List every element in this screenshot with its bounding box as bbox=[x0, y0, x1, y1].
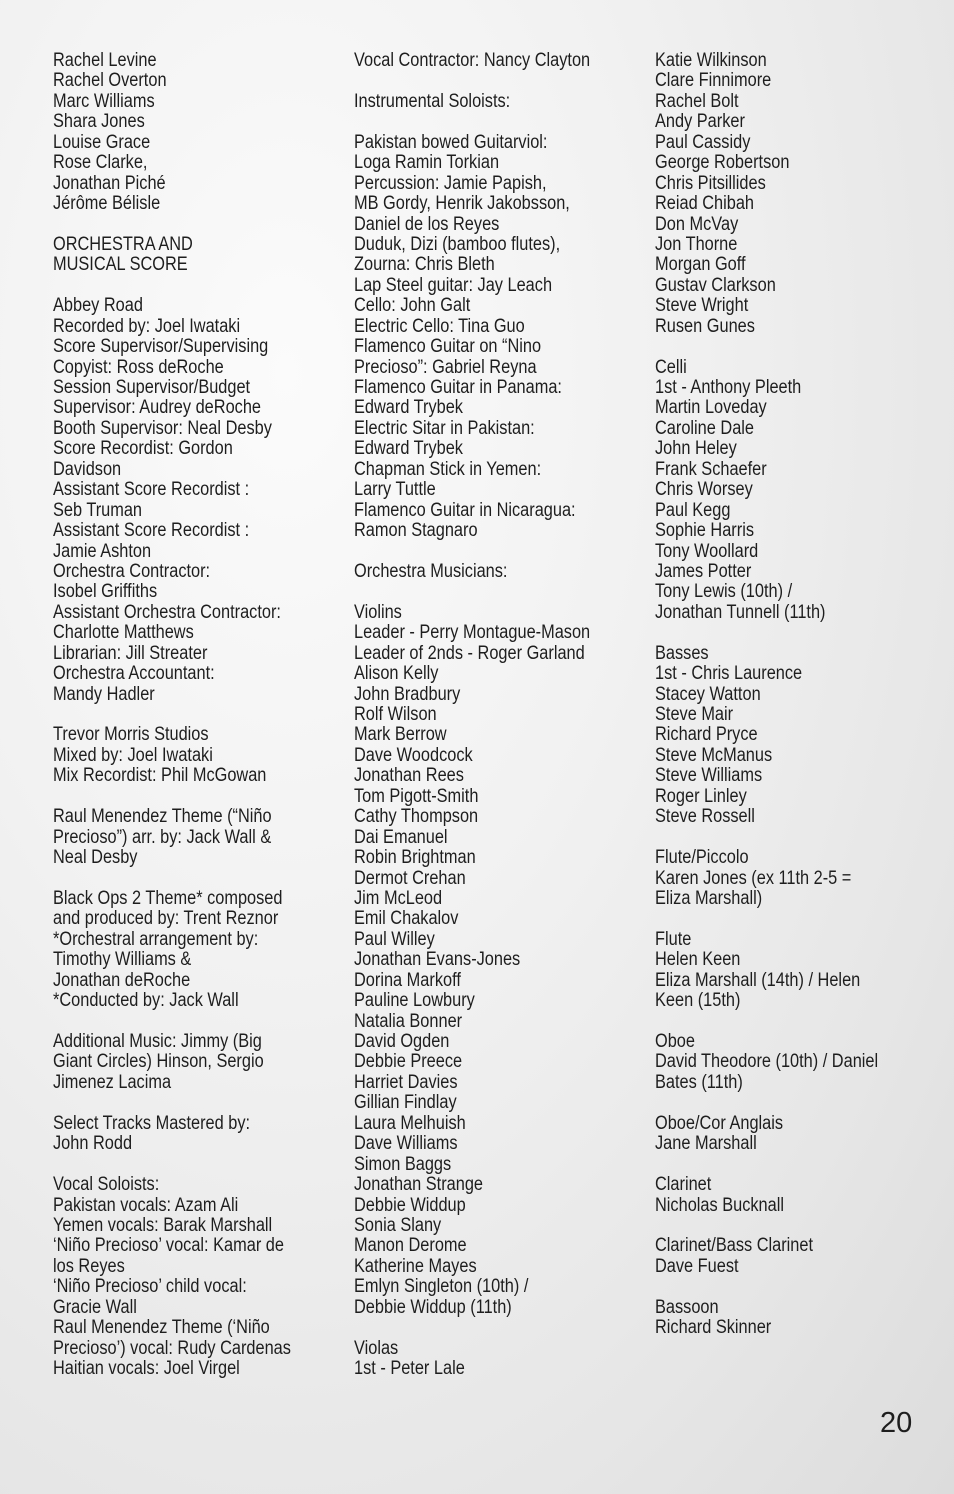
credit-line: Jonathan Piché bbox=[53, 172, 166, 194]
credit-line: Tom Pigott-Smith bbox=[354, 785, 479, 807]
credit-line: Score Supervisor/Supervising bbox=[53, 336, 269, 358]
credit-line: Session Supervisor/Budget bbox=[53, 377, 251, 398]
credit-line: Sophie Harris bbox=[655, 520, 754, 542]
credit-line: Additional Music: Jimmy (Big bbox=[53, 1031, 262, 1052]
credit-line: Jérôme Bélisle bbox=[53, 193, 161, 215]
credit-line: Vocal Contractor: Nancy Clayton bbox=[354, 50, 591, 71]
credit-line: John Rodd bbox=[53, 1133, 133, 1155]
credit-line: Paul Cassidy bbox=[655, 131, 751, 153]
credit-line: Ramon Stagnaro bbox=[354, 520, 478, 542]
credit-line: Electric Sitar in Pakistan: bbox=[354, 417, 535, 439]
credit-line: Chapman Stick in Yemen: bbox=[354, 458, 542, 480]
credit-line: Katie Wilkinson bbox=[655, 50, 767, 71]
credit-line: ‘Niño Precioso’ vocal: Kamar de bbox=[53, 1235, 284, 1257]
credit-line: Roger Linley bbox=[655, 785, 747, 807]
credit-line: and produced by: Trent Reznor bbox=[53, 908, 279, 930]
credit-line: Richard Skinner bbox=[655, 1317, 772, 1339]
spacer bbox=[354, 542, 603, 562]
spacer bbox=[655, 1216, 904, 1236]
credit-line: Rolf Wilson bbox=[354, 704, 437, 725]
credit-line: Leader - Perry Montague-Mason bbox=[354, 622, 591, 644]
credit-line: Larry Tuttle bbox=[354, 479, 436, 501]
credit-line: Flute/Piccolo bbox=[655, 847, 749, 869]
spacer bbox=[53, 215, 302, 235]
credit-line: Dave Williams bbox=[354, 1133, 458, 1155]
credit-line: John Bradbury bbox=[354, 683, 461, 705]
credit-line: Timothy Williams & bbox=[53, 949, 192, 971]
credit-line: Chris Worsey bbox=[655, 479, 753, 501]
credit-line: Vocal Soloists: bbox=[53, 1174, 160, 1196]
credit-line: Andy Parker bbox=[655, 111, 745, 133]
credit-line: MB Gordy, Henrik Jakobsson, bbox=[354, 193, 570, 215]
credit-line: Percussion: Jamie Papish, bbox=[354, 172, 547, 194]
credit-line: Giant Circles) Hinson, Sergio bbox=[53, 1051, 264, 1073]
credit-line: Precioso’) vocal: Rudy Cardenas bbox=[53, 1337, 291, 1359]
credit-line: Marc Williams bbox=[53, 90, 155, 112]
credit-line: Violins bbox=[354, 601, 402, 623]
spacer bbox=[655, 828, 904, 848]
credit-line: *Conducted by: Jack Wall bbox=[53, 990, 239, 1012]
credit-line: Simon Baggs bbox=[354, 1153, 452, 1175]
credit-line: Emil Chakalov bbox=[354, 908, 459, 930]
credit-line: Supervisor: Audrey deRoche bbox=[53, 397, 262, 419]
credit-line: Flute bbox=[655, 928, 692, 950]
credits-column-1 bbox=[53, 51, 302, 1379]
credit-line: James Potter bbox=[655, 560, 752, 582]
credit-line: Natalia Bonner bbox=[354, 1010, 463, 1032]
credit-line: Copyist: Ross deRoche bbox=[53, 356, 224, 378]
credit-line: Raul Menendez Theme (“Niño bbox=[53, 806, 272, 828]
credit-line: Keen (15th) bbox=[655, 990, 741, 1012]
credit-line: Alison Kelly bbox=[354, 663, 439, 685]
credit-line: Zourna: Chris Bleth bbox=[354, 254, 495, 276]
spacer bbox=[655, 337, 904, 357]
credit-line: Oboe bbox=[655, 1031, 695, 1052]
credit-line: Charlotte Matthews bbox=[53, 622, 194, 644]
credit-line: Cathy Thompson bbox=[354, 806, 479, 828]
credit-line: Rachel Overton bbox=[53, 70, 167, 92]
credit-line: Jon Thorne bbox=[655, 233, 738, 255]
spacer bbox=[655, 1277, 904, 1297]
credit-line: David Theodore (10th) / Daniel bbox=[655, 1051, 879, 1073]
credit-line: ORCHESTRA AND bbox=[53, 233, 193, 255]
credit-line: Black Ops 2 Theme* composed bbox=[53, 887, 283, 909]
credit-line: Jonathan Rees bbox=[354, 765, 464, 787]
credit-line: Flamenco Guitar in Panama: bbox=[354, 377, 562, 398]
credit-line: Stacey Watton bbox=[655, 683, 761, 705]
credit-line: Pakistan vocals: Azam Ali bbox=[53, 1194, 239, 1216]
credit-line: Eliza Marshall (14th) / Helen bbox=[655, 969, 861, 991]
spacer bbox=[354, 71, 603, 91]
credit-line: Precioso”) arr. by: Jack Wall & bbox=[53, 826, 272, 848]
credit-line: Celli bbox=[655, 356, 687, 378]
credit-line: MUSICAL SCORE bbox=[53, 254, 188, 276]
credit-line: Debbie Widdup bbox=[354, 1194, 466, 1216]
credit-line: Clarinet bbox=[655, 1174, 712, 1196]
spacer bbox=[53, 1012, 302, 1032]
credit-line: Electric Cello: Tina Guo bbox=[354, 315, 525, 337]
credit-line: Gustav Clarkson bbox=[655, 274, 776, 296]
credit-line: Bassoon bbox=[655, 1296, 719, 1318]
credit-line: Martin Loveday bbox=[655, 397, 767, 419]
credit-line: Haitian vocals: Joel Virgel bbox=[53, 1358, 240, 1379]
credit-line: Cello: John Galt bbox=[354, 295, 471, 317]
credit-line: Select Tracks Mastered by: bbox=[53, 1112, 251, 1134]
spacer bbox=[655, 1012, 904, 1032]
credit-line: Bates (11th) bbox=[655, 1071, 743, 1093]
credit-line: Frank Schaefer bbox=[655, 458, 767, 480]
credit-line: Rusen Gunes bbox=[655, 315, 755, 337]
credit-line: Duduk, Dizi (bamboo flutes), bbox=[354, 233, 561, 255]
credit-line: Rachel Bolt bbox=[655, 90, 739, 112]
credits-column-2 bbox=[354, 51, 603, 1379]
credit-line: Precioso”: Gabriel Reyna bbox=[354, 356, 537, 378]
credit-line: Jonathan Tunnell (11th) bbox=[655, 601, 826, 623]
credit-line: *Orchestral arrangement by: bbox=[53, 928, 259, 950]
credit-line: Abbey Road bbox=[53, 295, 143, 317]
credit-line: Steve Mair bbox=[655, 704, 734, 725]
credit-line: John Heley bbox=[655, 438, 737, 460]
credit-line: Jamie Ashton bbox=[53, 540, 152, 562]
credit-line: Morgan Goff bbox=[655, 254, 746, 276]
credit-line: Eliza Marshall) bbox=[655, 887, 763, 909]
credit-line: Edward Trybek bbox=[354, 397, 463, 419]
credit-line: Paul Willey bbox=[354, 928, 435, 950]
credit-line: Jimenez Lacima bbox=[53, 1071, 172, 1093]
credit-line: Reiad Chibah bbox=[655, 193, 755, 215]
credit-line: Jane Marshall bbox=[655, 1133, 757, 1155]
credit-line: los Reyes bbox=[53, 1255, 125, 1277]
credit-line: Assistant Orchestra Contractor: bbox=[53, 601, 281, 623]
spacer bbox=[655, 1093, 904, 1113]
credit-line: Orchestra Accountant: bbox=[53, 663, 215, 685]
credit-line: Jonathan Strange bbox=[354, 1174, 484, 1196]
credit-line: Nicholas Bucknall bbox=[655, 1194, 784, 1216]
credit-line: Katherine Mayes bbox=[354, 1255, 477, 1277]
credit-line: 1st - Anthony Pleeth bbox=[655, 377, 802, 398]
credit-line: George Robertson bbox=[655, 152, 790, 174]
credit-line: Steve Wright bbox=[655, 295, 749, 317]
credit-line: Chris Pitsillides bbox=[655, 172, 766, 194]
credit-line: Mix Recordist: Phil McGowan bbox=[53, 765, 267, 787]
credit-line: Neal Desby bbox=[53, 847, 138, 869]
page-number: 20 bbox=[880, 1407, 913, 1439]
credit-line: Isobel Griffiths bbox=[53, 581, 158, 603]
credit-line: Score Recordist: Gordon bbox=[53, 438, 233, 460]
credit-line: Leader of 2nds - Roger Garland bbox=[354, 642, 585, 664]
credit-line: Davidson bbox=[53, 458, 122, 480]
credit-line: Recorded by: Joel Iwataki bbox=[53, 315, 241, 337]
credit-line: Raul Menendez Theme (‘Niño bbox=[53, 1317, 270, 1339]
credit-line: Richard Pryce bbox=[655, 724, 758, 746]
credit-line: Harriet Davies bbox=[354, 1071, 458, 1093]
spacer bbox=[354, 582, 603, 602]
credit-line: Pakistan bowed Guitarviol: bbox=[354, 131, 548, 153]
credit-line: Instrumental Soloists: bbox=[354, 90, 511, 112]
spacer bbox=[53, 276, 302, 296]
credit-line: Violas bbox=[354, 1337, 399, 1359]
credit-line: Dermot Crehan bbox=[354, 867, 466, 889]
credit-line: Trevor Morris Studios bbox=[53, 724, 209, 746]
credit-line: Clare Finnimore bbox=[655, 70, 772, 92]
credit-line: Booth Supervisor: Neal Desby bbox=[53, 417, 272, 439]
credit-line: Dave Fuest bbox=[655, 1255, 739, 1277]
credit-line: Steve Williams bbox=[655, 765, 763, 787]
credit-line: Dave Woodcock bbox=[354, 744, 473, 766]
credit-line: Edward Trybek bbox=[354, 438, 463, 460]
credit-line: Orchestra Musicians: bbox=[354, 560, 508, 582]
spacer bbox=[354, 1318, 603, 1338]
credit-line: ‘Niño Precioso’ child vocal: bbox=[53, 1276, 247, 1298]
spacer bbox=[53, 787, 302, 807]
credit-line: Steve McManus bbox=[655, 744, 773, 766]
credit-line: Yemen vocals: Barak Marshall bbox=[53, 1214, 273, 1236]
credit-line: Paul Kegg bbox=[655, 499, 731, 521]
credit-line: Flamenco Guitar on “Nino bbox=[354, 336, 542, 358]
credit-line: Daniel de los Reyes bbox=[354, 213, 500, 235]
credit-line: Oboe/Cor Anglais bbox=[655, 1112, 784, 1134]
credit-line: 1st - Peter Lale bbox=[354, 1358, 465, 1379]
credit-line: Shara Jones bbox=[53, 111, 145, 133]
credit-line: Caroline Dale bbox=[655, 417, 755, 439]
spacer bbox=[655, 623, 904, 643]
spacer bbox=[53, 1093, 302, 1113]
credit-line: Manon Derome bbox=[354, 1235, 467, 1257]
spacer bbox=[53, 1155, 302, 1175]
credit-line: 1st - Chris Laurence bbox=[655, 663, 803, 685]
credit-line: Pauline Lowbury bbox=[354, 990, 475, 1012]
credit-line: Assistant Score Recordist : bbox=[53, 520, 250, 542]
spacer bbox=[53, 705, 302, 725]
credit-line: Robin Brightman bbox=[354, 847, 476, 869]
credit-line: David Ogden bbox=[354, 1031, 450, 1052]
credit-line: Rachel Levine bbox=[53, 50, 157, 71]
credit-line: Steve Rossell bbox=[655, 806, 755, 828]
credit-line: Debbie Widdup (11th) bbox=[354, 1296, 512, 1318]
credit-line: Dai Emanuel bbox=[354, 826, 448, 848]
credit-line: Emlyn Singleton (10th) / bbox=[354, 1276, 529, 1298]
credit-line: Gracie Wall bbox=[53, 1296, 137, 1318]
credit-line: Debbie Preece bbox=[354, 1051, 463, 1073]
credit-line: Louise Grace bbox=[53, 131, 151, 153]
credit-line: Karen Jones (ex 11th 2-5 = bbox=[655, 867, 852, 889]
spacer bbox=[354, 112, 603, 132]
credit-line: Loga Ramin Torkian bbox=[354, 152, 500, 174]
credit-line: Seb Truman bbox=[53, 499, 143, 521]
credit-line: Assistant Score Recordist : bbox=[53, 479, 250, 501]
credit-line: Helen Keen bbox=[655, 949, 741, 971]
spacer bbox=[655, 1155, 904, 1175]
credit-line: Gillian Findlay bbox=[354, 1092, 457, 1114]
credit-line: Jonathan deRoche bbox=[53, 969, 191, 991]
credit-line: Sonia Slany bbox=[354, 1214, 442, 1236]
credit-line: Lap Steel guitar: Jay Leach bbox=[354, 274, 553, 296]
credit-line: Mark Berrow bbox=[354, 724, 447, 746]
credits-column-3 bbox=[655, 51, 904, 1339]
credit-line: Jonathan Evans-Jones bbox=[354, 949, 521, 971]
credit-line: Librarian: Jill Streater bbox=[53, 642, 208, 664]
credit-line: Clarinet/Bass Clarinet bbox=[655, 1235, 814, 1257]
spacer bbox=[655, 909, 904, 929]
credit-line: Rose Clarke, bbox=[53, 152, 148, 174]
credit-line: Mixed by: Joel Iwataki bbox=[53, 744, 213, 766]
credit-line: Flamenco Guitar in Nicaragua: bbox=[354, 499, 576, 521]
credit-line: Don McVay bbox=[655, 213, 739, 235]
credit-line: Tony Lewis (10th) / bbox=[655, 581, 793, 603]
credit-line: Jim McLeod bbox=[354, 887, 443, 909]
spacer bbox=[53, 869, 302, 889]
credit-line: Dorina Markoff bbox=[354, 969, 461, 991]
credit-line: Laura Melhuish bbox=[354, 1112, 466, 1134]
credit-line: Basses bbox=[655, 642, 709, 664]
credit-line: Mandy Hadler bbox=[53, 683, 155, 705]
credit-line: Tony Woollard bbox=[655, 540, 759, 562]
credit-line: Orchestra Contractor: bbox=[53, 560, 211, 582]
